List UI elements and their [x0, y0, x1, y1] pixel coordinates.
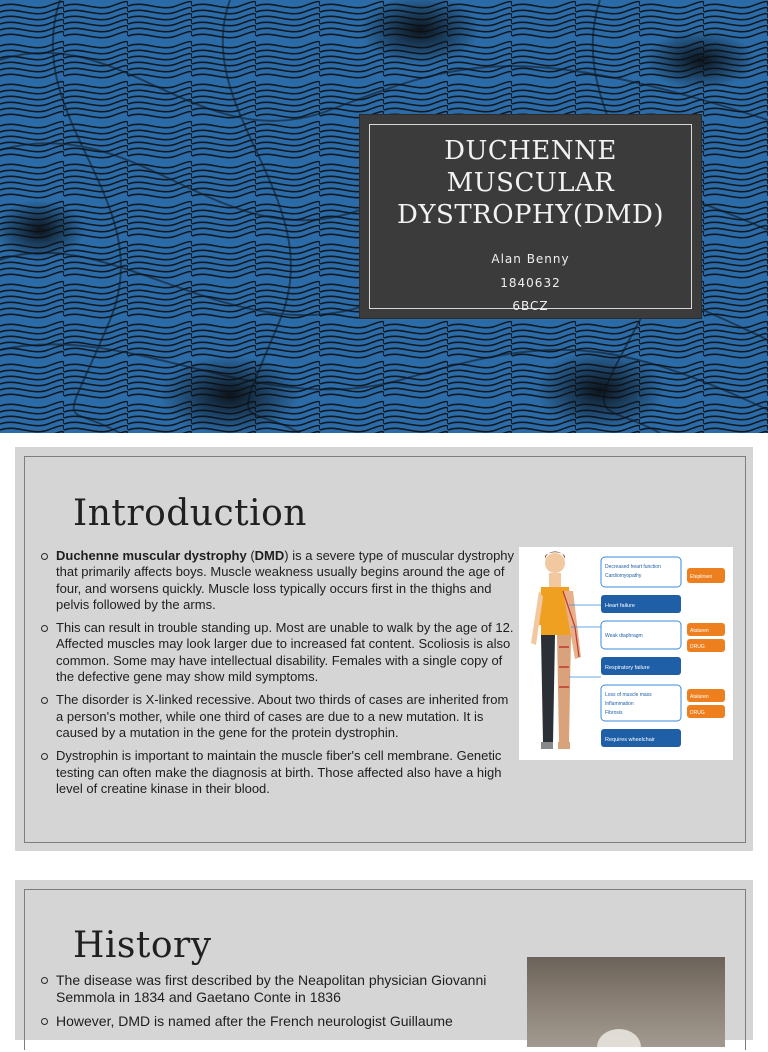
bullet-2: This can result in trouble standing up. Most are unable to walk by the age of 12. Affected muscles may look larger due to increased fat content. Scoliosis is also common. Some may have intellectual disability. Females with a single copy of the defective gene may show mild symptoms.: [38, 620, 516, 685]
bold-term: Duchenne muscular dystrophy: [56, 548, 247, 563]
dmd-diagram-figure: [519, 547, 733, 760]
class-code: 6BCZ: [512, 299, 549, 313]
group3-item-2: Inflammation: [605, 701, 634, 707]
boy-illustration: [531, 552, 581, 750]
group3-item-3: Fibrosis: [605, 710, 623, 716]
student-id: 1840632: [500, 276, 561, 290]
group1-outcome: Heart failure: [605, 603, 635, 609]
group1-item-1: Decreased heart function: [605, 564, 661, 570]
introduction-slide: [15, 447, 753, 851]
title-slide: [0, 0, 768, 433]
dmd-diagram: [519, 547, 733, 760]
history-slide: [15, 880, 753, 1040]
bullet-1: [38, 548, 516, 613]
group1-item-2: Cardiomyopathy: [605, 573, 642, 579]
bullet-4: Dystrophin is important to maintain the muscle fiber's cell membrane. Genetic testing can often make the diagnosis at birth. Those affected also have a high level of creatine kinase in their blood.: [38, 748, 516, 797]
group1-drug: Eteplirsen: [690, 574, 713, 580]
introduction-bullets: [38, 548, 516, 804]
bold-abbr: DMD: [254, 548, 285, 563]
history-bullet-1: The disease was first described by the Neapolitan physician Giovanni Semmola in 1834 and Gaetano Conte in 1836: [38, 972, 516, 1006]
group3-drug-2: DRUG: [690, 710, 705, 716]
title-line-3: DYSTROPHY(DMD): [397, 200, 664, 230]
presentation-title: [370, 135, 691, 231]
author-name: Alan Benny: [491, 252, 570, 266]
title-box: [360, 115, 701, 318]
group2-outcome: Respiratory failure: [605, 665, 650, 671]
history-bullet-2: However, DMD is named after the French neurologist Guillaume: [38, 1013, 516, 1030]
history-bullets: [38, 972, 516, 1037]
history-heading: History: [73, 925, 212, 966]
title-box-border: [369, 124, 692, 313]
introduction-heading: Introduction: [73, 493, 307, 534]
title-line-1: DUCHENNE: [444, 136, 617, 166]
group3-drug-1: Ataluren: [690, 694, 709, 700]
bullet-3: The disorder is X-linked recessive. About two thirds of cases are inherited from a person's mother, while one third of cases are due to a new mutation. It is caused by a mutation in the gene for the protein dystrophin.: [38, 692, 516, 741]
paren-open: (: [246, 548, 255, 563]
title-line-2: MUSCULAR: [446, 168, 615, 198]
group2-drug-2: DRUG: [690, 644, 705, 650]
group2-drug-1: Ataluren: [690, 628, 709, 634]
group3-outcome: Requires wheelchair: [605, 737, 655, 743]
bullet-1-text: ) is a severe type of muscular dystrophy that primarily affects boys. Muscle weakness usually begins around the age of four, and worsens quickly. Muscle loss typically occurs first in the thighs and pelvis followed by the arms.: [56, 548, 515, 612]
historical-photo: [527, 957, 725, 1047]
group3-item-1: Loss of muscle mass: [605, 692, 652, 698]
group2-item-1: Weak diaphragm: [605, 633, 643, 639]
